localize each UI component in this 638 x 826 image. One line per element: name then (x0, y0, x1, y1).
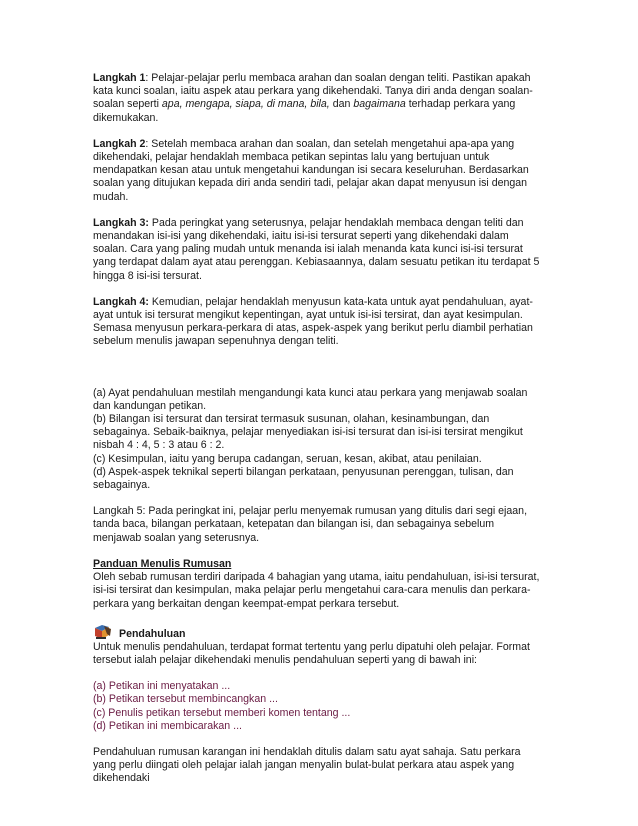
document-page (93, 72, 545, 786)
intro-example-item: (a) Petikan ini menyatakan ... (93, 680, 231, 693)
step-paragraph (93, 296, 545, 349)
step-label: Langkah 4: (93, 295, 149, 308)
aspects-list (93, 387, 545, 493)
step-text: Kemudian, pelajar hendaklah menyusun kata-kata untuk ayat pendahuluan, ayat-ayat untuk isi tersurat mengikut kepentingan, ayat untuk isi-isi tersirat, dan ayat kesimpulan. Semasa menyusun perkara-perkara di atas, aspek-aspek yang berikut perlu diambil perhatian sebelum menulis jawapan sepenuhnya dengan teliti. (93, 295, 533, 348)
step-text: Pada peringkat yang seterusnya, pelajar hendaklah membaca dengan teliti dan menandakan isi-isi yang dikehendaki, iaitu isi-isi tersurat seperti yang dikehendaki dalam soalan. Cara yang paling mudah untuk menanda isi ialah menanda kata kunci isi-isi tersurat yang terdapat dalam ayat atau perenggan. Kebiasaannya, dalam sesuatu petikan itu terdapat 5 hingga 8 isi-isi tersurat. (93, 216, 540, 282)
step-paragraph (93, 217, 545, 283)
step-text: : Pelajar-pelajar perlu membaca arahan dan soalan dengan teliti. Pastikan apakah kata kunci soalan, iaitu aspek atau perkara yang dikehendaki. Tanya diri anda dengan soalan-soalan seperti (93, 72, 533, 111)
step-label: Langkah 1 (93, 72, 146, 84)
steps-section (93, 72, 545, 349)
step-5-paragraph: Langkah 5: Pada peringkat ini, pelajar perlu menyemak rumusan yang ditulis dari segi ejaan, tanda baca, bilangan perkataan, ketepatan dan bilangan isi, dan sebagainya sebelum menjawab soalan yang seterusnya. (93, 505, 528, 544)
step-paragraph (93, 72, 545, 125)
intro-example-item: (c) Penulis petikan tersebut memberi komen tentang ... (93, 706, 351, 719)
guide-paragraph: Oleh sebab rumusan terdiri daripada 4 bahagian yang utama, iaitu pendahuluan, isi-isi tersurat, isi-isi tersirat dan kesimpulan, maka pelajar perlu mengetahui cara-cara menulis dan perkara-perkara yang berkaitan dengan keempat-empat perkara tersebut. (93, 571, 540, 610)
aspect-item: (b) Bilangan isi tersurat dan tersirat termasuk susunan, olahan, kesinambungan, dan sebagainya. Sebaik-baiknya, pelajar menyediakan isi-isi tersurat dan isi-isi tersirat mengikut nisbah 4 : 4, 5 : 3 atau 6 : 2. (93, 413, 523, 452)
step-italic-text: bagaimana (353, 98, 406, 111)
step-text: dan (329, 98, 354, 111)
step-italic-text: apa, mengapa, siapa, di mana, bila, (161, 98, 330, 111)
aspect-item: (d) Aspek-aspek teknikal seperti bilangan perkataan, penyusunan perenggan, tulisan, dan sebagainya. (93, 465, 514, 492)
step-label: Langkah 3: (93, 216, 149, 229)
book-icon (93, 624, 113, 641)
intro-heading: Pendahuluan (119, 627, 186, 640)
intro-examples-list (93, 680, 545, 733)
step-label: Langkah 2 (93, 137, 146, 150)
aspect-item: (a) Ayat pendahuluan mestilah mengandungi kata kunci atau perkara yang menjawab soalan dan kandungan petikan. (93, 386, 528, 412)
intro-example-item: (b) Petikan tersebut membincangkan ... (93, 693, 278, 706)
step-text: : Setelah membaca arahan dan soalan, dan setelah mengetahui apa-apa yang dikehendaki, pelajar hendaklah membaca petikan sepintas lalu yang bertujuan untuk mendapatkan kesan atau untuk mengetahui kandungan isi secara keseluruhan. Berdasarkan soalan yang ditujukan kepada diri anda sendiri tadi, pelajar akan dapat menyusun isi dengan mudah. (93, 137, 529, 203)
aspect-item: (c) Kesimpulan, iaitu yang berupa cadangan, seruan, kesan, akibat, atau penilaian. (93, 452, 482, 465)
intro-closing-paragraph: Pendahuluan rumusan karangan ini hendaklah ditulis dalam satu ayat sahaja. Satu perkara yang perlu diingati oleh pelajar ialah jangan menyalin bulat-bulat perkara atau aspek yang dikehendaki (93, 745, 521, 785)
intro-example-item: (d) Petikan ini membicarakan ... (93, 719, 242, 732)
step-paragraph (93, 138, 545, 204)
intro-heading-row (93, 624, 545, 641)
intro-paragraph: Untuk menulis pendahuluan, terdapat format tertentu yang perlu dipatuhi oleh pelajar. Format tersebut ialah pelajar dikehendaki menulis pendahuluan seperti yang di bawah ini: (93, 640, 530, 666)
guide-heading: Panduan Menulis Rumusan (93, 557, 232, 570)
step-text: terhadap perkara yang dikemukakan. (93, 98, 516, 124)
